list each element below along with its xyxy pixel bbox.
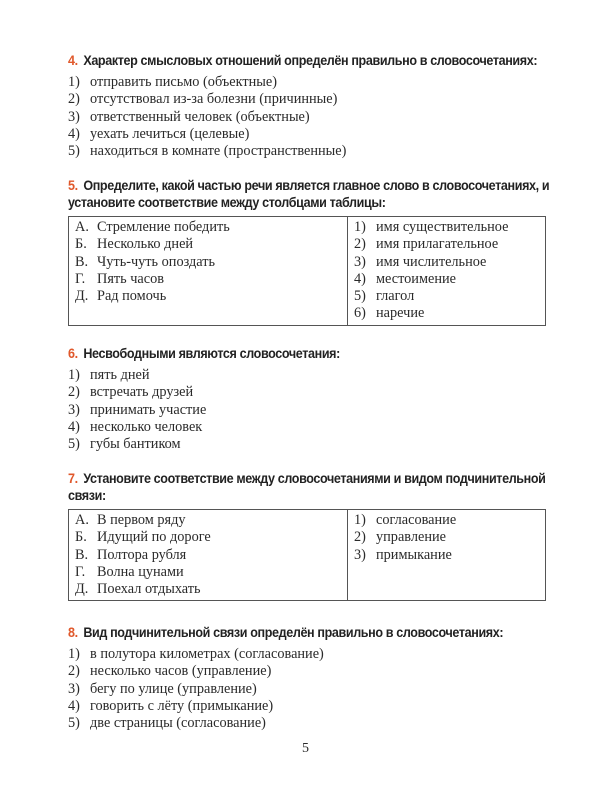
item-text: Идущий по дороге: [97, 529, 211, 546]
item-text: Пять часов: [97, 270, 165, 287]
task-number: 5.: [68, 178, 78, 193]
item-number: 1): [354, 219, 366, 235]
item-text: имя числительное: [376, 253, 487, 270]
item-text: две страницы (согласование): [90, 715, 266, 732]
list-item: [68, 402, 548, 419]
item-number: 4): [354, 270, 366, 287]
item-text: Рад помочь: [97, 288, 167, 305]
item-number: Г.: [75, 270, 86, 287]
item-text: наречие: [376, 305, 425, 322]
item-text: несколько человек: [90, 418, 203, 435]
task-number: 6.: [68, 346, 78, 361]
list-item: [75, 529, 341, 546]
list-item: [68, 419, 548, 436]
item-number: 6): [354, 305, 366, 322]
list-item: [68, 109, 548, 126]
item-number: 3): [354, 253, 366, 270]
item-text: В первом ряду: [97, 512, 186, 528]
item-number: 4): [68, 697, 80, 714]
task-heading-text: Характер смысловых отношений определён правильно в словосочетаниях:: [83, 53, 538, 68]
left-column: [69, 217, 348, 326]
item-number: 4): [68, 418, 80, 435]
item-number: 1): [68, 367, 80, 383]
task-number: 7.: [68, 471, 78, 486]
item-number: 1): [68, 646, 80, 662]
item-number: А.: [75, 512, 89, 528]
list-item: [354, 305, 539, 322]
right-column: [348, 217, 546, 326]
item-text: бегу по улице (управление): [90, 680, 257, 697]
task-number: 4.: [68, 53, 78, 68]
item-number: В.: [75, 546, 89, 563]
item-number: 3): [68, 401, 80, 418]
item-text: принимать участие: [90, 401, 207, 418]
item-text: несколько часов (управление): [90, 663, 272, 680]
item-text: Волна цунами: [97, 563, 184, 580]
item-text: находиться в комнате (пространственные): [90, 143, 347, 160]
task-heading: [68, 177, 552, 211]
item-text: Стремление победить: [97, 219, 230, 235]
list-item: [75, 512, 341, 529]
item-text: говорить с лёту (примыкание): [90, 697, 274, 714]
list-item: [354, 288, 539, 305]
list-item: [68, 367, 548, 384]
item-number: 2): [354, 529, 366, 546]
list-item: [68, 681, 548, 698]
list-item: [354, 236, 539, 253]
task-heading-text: Установите соответствие между словосочетаниями и видом подчинительной связи:: [68, 471, 546, 503]
list-item: [68, 143, 548, 160]
list-item: [75, 564, 341, 581]
list-item: [75, 271, 341, 288]
item-number: 5): [354, 288, 366, 305]
item-number: Д.: [75, 581, 89, 598]
task-heading-text: Определите, какой частью речи является главное слово в словосочетаниях, и установите соответствие между столбцами таблицы:: [68, 178, 550, 210]
matching-table: [68, 509, 546, 601]
item-text: Поехал отдыхать: [97, 581, 201, 598]
task-4: [68, 52, 548, 160]
list-item: [75, 581, 341, 598]
item-text: в полутора километрах (согласование): [90, 646, 324, 662]
list-item: [68, 715, 548, 732]
list-item: [68, 663, 548, 680]
list-item: [68, 698, 548, 715]
item-number: 2): [354, 236, 366, 253]
item-text: Полтора рубля: [97, 546, 187, 563]
list-item: [354, 271, 539, 288]
task-heading: [68, 624, 552, 641]
list-item: [75, 219, 341, 236]
item-number: 3): [354, 546, 366, 563]
list-item: [354, 219, 539, 236]
list-item: [75, 236, 341, 253]
list-item: [68, 126, 548, 143]
list-item: [68, 436, 548, 453]
item-text: примыкание: [376, 546, 452, 563]
table-row: [69, 510, 546, 601]
item-text: ответственный человек (объектные): [90, 108, 310, 125]
item-number: Б.: [75, 236, 87, 253]
list-item: [354, 547, 539, 564]
list-item: [75, 288, 341, 305]
item-number: 2): [68, 384, 80, 401]
task-8: [68, 624, 548, 732]
right-column: [348, 510, 546, 601]
item-number: 4): [68, 125, 80, 142]
item-text: отсутствовал из-за болезни (причинные): [90, 91, 338, 108]
task-heading: [68, 52, 552, 69]
item-text: отправить письмо (объектные): [90, 74, 277, 90]
item-text: встречать друзей: [90, 384, 194, 401]
item-text: местоимение: [376, 270, 456, 287]
list-item: [75, 254, 341, 271]
list-item: [68, 91, 548, 108]
item-number: Г.: [75, 563, 86, 580]
list-item: [354, 512, 539, 529]
item-number: А.: [75, 219, 89, 235]
task-heading: [68, 345, 552, 362]
task-number: 8.: [68, 625, 78, 640]
page-number: 5: [302, 741, 309, 756]
item-text: пять дней: [90, 367, 150, 383]
item-number: 5): [68, 436, 80, 453]
table-row: [69, 217, 546, 326]
item-number: 3): [68, 108, 80, 125]
matching-table: [68, 216, 546, 326]
list-item: [75, 547, 341, 564]
item-text: управление: [376, 529, 446, 546]
item-text: губы бантиком: [90, 436, 181, 453]
left-column: [69, 510, 348, 601]
item-number: Б.: [75, 529, 87, 546]
item-number: 2): [68, 91, 80, 108]
item-number: 5): [68, 715, 80, 732]
item-number: 2): [68, 663, 80, 680]
item-number: 1): [354, 512, 366, 528]
task-heading-text: Несвободными являются словосочетания:: [83, 346, 340, 361]
task-heading-text: Вид подчинительной связи определён правильно в словосочетаниях:: [83, 625, 504, 640]
list-item: [354, 254, 539, 271]
list-item: [68, 384, 548, 401]
list-item: [68, 74, 548, 91]
list-item: [68, 646, 548, 663]
item-number: 3): [68, 680, 80, 697]
item-text: имя существительное: [376, 219, 509, 235]
task-6: [68, 345, 548, 453]
item-text: Несколько дней: [97, 236, 194, 253]
list-item: [354, 529, 539, 546]
item-text: имя прилагательное: [376, 236, 499, 253]
task-5: [68, 177, 548, 326]
item-number: В.: [75, 253, 89, 270]
item-text: глагол: [376, 288, 415, 305]
item-number: 1): [68, 74, 80, 90]
task-heading: [68, 470, 552, 504]
task-7: [68, 470, 548, 601]
item-number: 5): [68, 143, 80, 160]
item-text: Чуть-чуть опоздать: [97, 253, 216, 270]
item-text: уехать лечиться (целевые): [90, 125, 250, 142]
item-number: Д.: [75, 288, 89, 305]
item-text: согласование: [376, 512, 457, 528]
